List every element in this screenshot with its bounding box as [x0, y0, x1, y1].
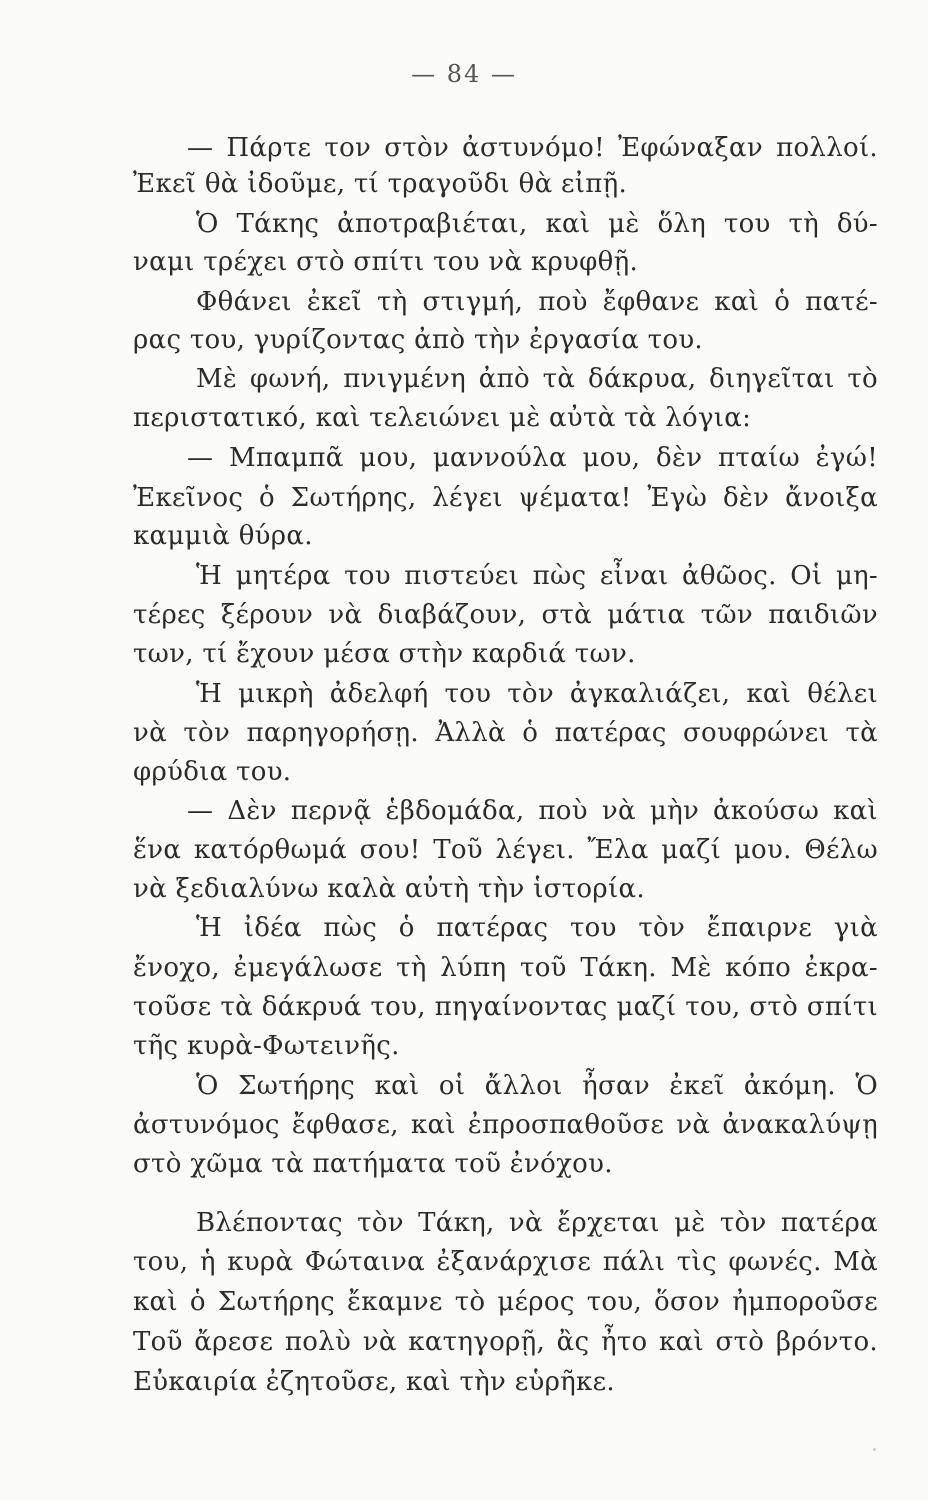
text-line: ναμι τρέχει στὸ σπίτι του νὰ κρυφθῇ.: [133, 247, 639, 277]
text-line: Μὲ φωνή, πνιγμένη ἀπὸ τὰ δάκρυα, διηγεῖται τὸ: [196, 364, 878, 394]
text-line: ἕνα κατόρθωμά σου! Τοῦ λέγει. Ἔλα μαζί μου. Θέλω: [133, 835, 878, 865]
text-line: τοῦσε τὰ δάκρυά του, πηγαίνοντας μαζί του, στὸ σπίτι: [133, 992, 878, 1022]
text-line: Ὁ Τάκης ἀποτραβιέται, καὶ μὲ ὅλη του τὴ δύ-: [196, 209, 878, 239]
text-line: στὸ χῶμα τὰ πατήματα τοῦ ἐνόχου.: [133, 1149, 613, 1179]
paper-speck: [873, 1448, 876, 1451]
text-line: ἔνοχο, ἐμεγάλωσε τὴ λύπη τοῦ Τάκη. Μὲ κόπο ἐκρα-: [133, 953, 878, 983]
text-line: του, ἡ κυρὰ Φώταινα ἐξανάρχισε πάλι τὶς φωνές. Μὰ: [133, 1247, 878, 1277]
text-line: Ἡ μητέρα του πιστεύει πὼς εἶναι ἀθῶος. Οἱ μη-: [196, 561, 878, 591]
text-line: — Πάρτε τον στὸν ἀστυνόμο! Ἐφώναξαν πολλοί.: [187, 133, 878, 163]
text-line: καὶ ὁ Σωτήρης ἔκαμνε τὸ μέρος του, ὅσον ἠμποροῦσε: [133, 1287, 878, 1317]
text-line: φρύδια του.: [133, 757, 292, 787]
text-line: Βλέποντας τὸν Τάκη, νὰ ἔρχεται μὲ τὸν πατέρα: [196, 1208, 878, 1238]
text-line: Ἐκεῖ θὰ ἰδοῦμε, τί τραγοῦδι θὰ εἰπῇ.: [133, 169, 628, 199]
text-line: Ἐκεῖνος ὁ Σωτήρης, λέγει ψέματα! Ἐγὼ δὲν ἄνοιξα: [133, 483, 878, 513]
text-line: νὰ ξεδιαλύνω καλὰ αὐτὴ τὴν ἱστορία.: [133, 874, 645, 904]
text-line: τῆς κυρὰ-Φωτεινῆς.: [133, 1031, 400, 1061]
text-line: Ὁ Σωτήρης καὶ οἱ ἄλλοι ἦσαν ἐκεῖ ἀκόμη. Ὁ: [196, 1071, 878, 1101]
text-line: περιστατικό, καὶ τελειώνει μὲ αὐτὰ τὰ λόγια:: [133, 403, 752, 433]
text-line: — Δὲν περνᾷ ἑβδομάδα, ποὺ νὰ μὴν ἀκούσω καὶ: [187, 796, 878, 826]
text-line: ἀστυνόμος ἔφθασε, καὶ ἐπροσπαθοῦσε νὰ ἀνακαλύψῃ: [133, 1110, 878, 1140]
text-line: ρας του, γυρίζοντας ἀπὸ τὴν ἐργασία του.: [133, 325, 703, 355]
text-line: Φθάνει ἐκεῖ τὴ στιγμή, ποὺ ἔφθανε καὶ ὁ πατέ-: [196, 287, 878, 317]
page-number: — 84 —: [411, 60, 517, 88]
text-line: νὰ τὸν παρηγορήσῃ. Ἀλλὰ ὁ πατέρας σουφρώνει τὰ: [133, 718, 878, 748]
text-line: Εὐκαιρία ἐζητοῦσε, καὶ τὴν εὑρῆκε.: [133, 1367, 615, 1397]
text-line: Τοῦ ἄρεσε πολὺ νὰ κατηγορῇ, ἂς ἦτο καὶ στὸ βρόντο.: [133, 1327, 878, 1357]
text-line: των, τί ἔχουν μέσα στὴν καρδιά των.: [133, 639, 636, 669]
text-line: Ἡ μικρὴ ἀδελφή του τὸν ἀγκαλιάζει, καὶ θέλει: [196, 679, 878, 709]
text-line: Ἡ ἰδέα πὼς ὁ πατέρας του τὸν ἔπαιρνε γιὰ: [196, 913, 878, 943]
text-line: — Μπαμπᾶ μου, μαννούλα μου, δὲν πταίω ἐγώ!: [187, 443, 878, 473]
text-line: καμμιὰ θύρα.: [133, 521, 313, 551]
text-line: τέρες ξέρουν νὰ διαβάζουν, στὰ μάτια τῶν παιδιῶν: [133, 600, 878, 630]
